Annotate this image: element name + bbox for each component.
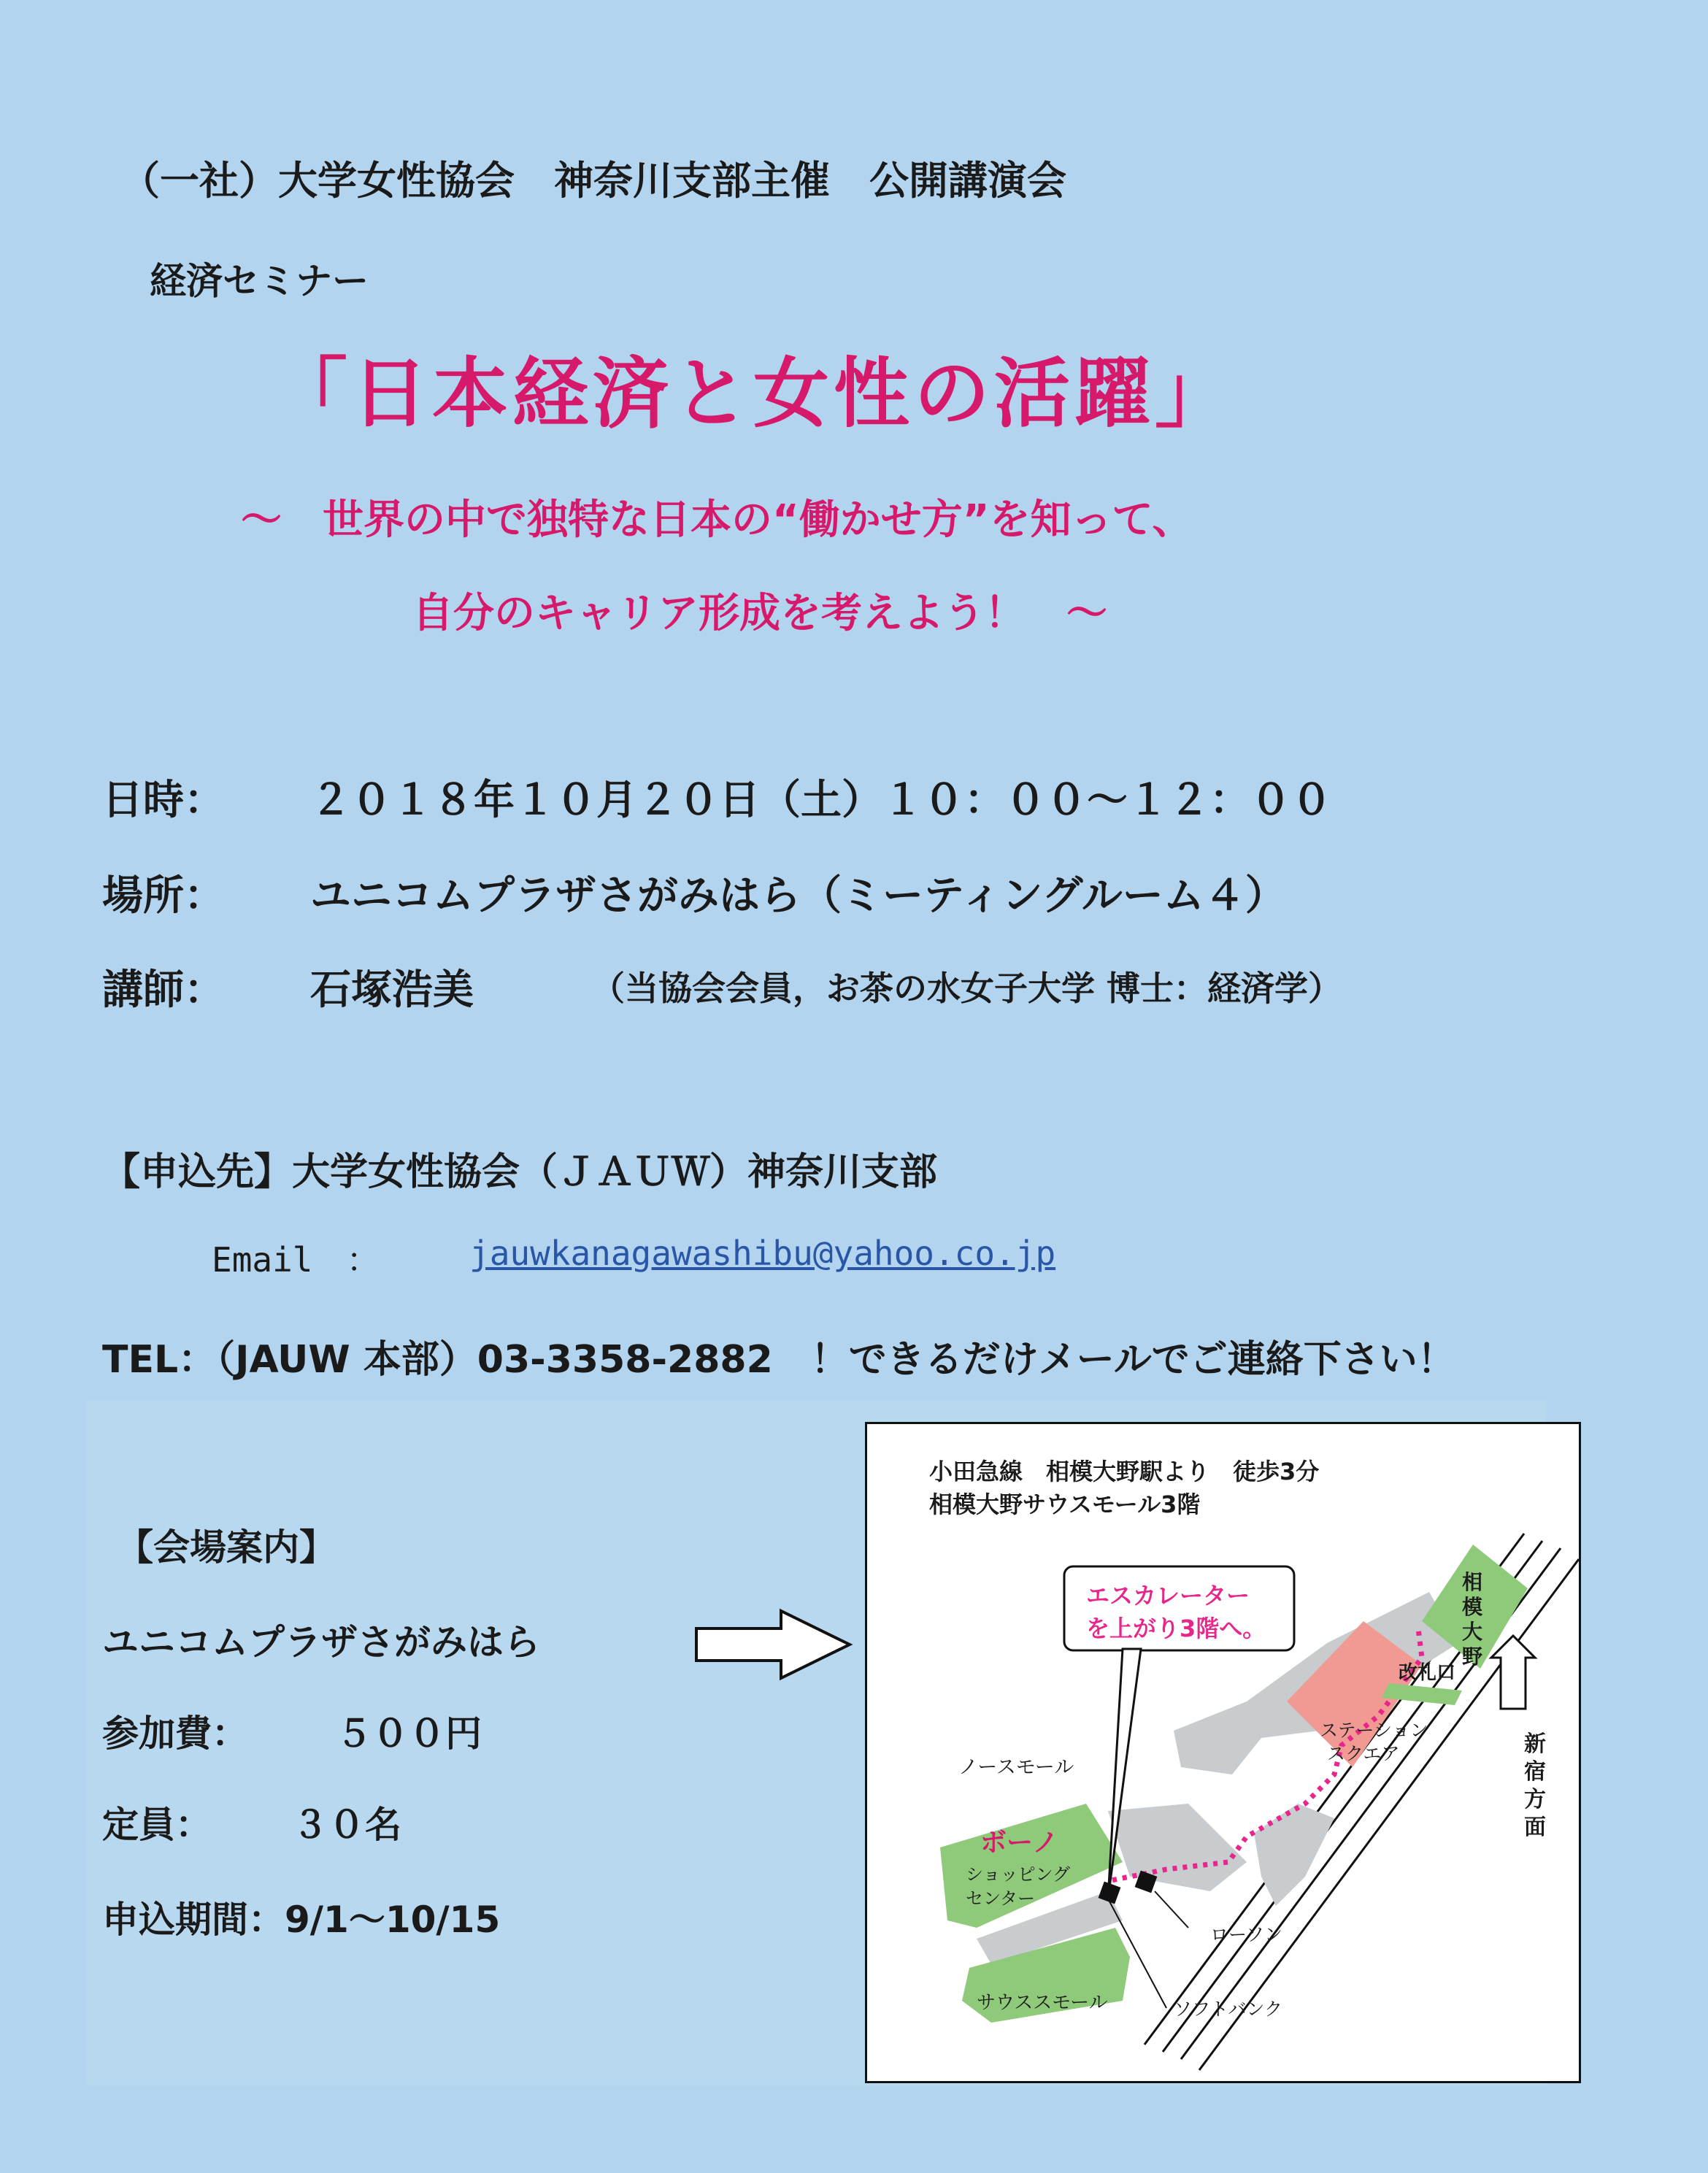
fee-value: ５００円 (336, 1712, 482, 1755)
lecturer-label: 講師： (102, 966, 225, 1014)
bono-label: ボーノ (980, 1828, 1059, 1858)
venue-heading: 【会場案内】 (117, 1526, 336, 1569)
lecturer-name: 石塚浩美 (310, 966, 474, 1014)
datetime-label: 日時： (102, 777, 225, 824)
ticket-gate-label: 改札口 (1399, 1662, 1456, 1684)
shopping-label-1: ショッピング (966, 1864, 1071, 1885)
tel-line: TEL：（JAUW 本部）03-3358-2882 ！できるだけメールでご連絡下さい！ (102, 1338, 1455, 1382)
access-line-1: 小田急線 相模大野駅より 徒歩3分 (929, 1458, 1320, 1485)
station-square-label-2: スクエア (1327, 1743, 1400, 1764)
email-link[interactable]: jauwkanagawashibu@yahoo.co.jp (469, 1234, 1056, 1273)
email-label: Email ： (212, 1240, 380, 1280)
subtitle-line-1: ～ 世界の中で独特な日本の“働かせ方”を知って、 (241, 496, 1193, 544)
access-line-2: 相模大野サウスモール3階 (929, 1491, 1201, 1518)
up-arrow-icon (1491, 1636, 1535, 1709)
series-label: 経済セミナー (150, 260, 369, 302)
venue-map (865, 1422, 1581, 2083)
fee-label: 参加費： (102, 1712, 248, 1755)
organizer-line: （一社）大学女性協会 神奈川支部主催 公開講演会 (120, 158, 1066, 204)
capacity-label: 定員： (102, 1804, 212, 1846)
north-mall-label: ノースモール (958, 1756, 1074, 1779)
apply-heading: 【申込先】大学女性協会（ＪＡＵＷ）神奈川支部 (102, 1150, 938, 1194)
callout-line-2: を上がり3階へ。 (1086, 1615, 1266, 1642)
main-title: 「日本経済と女性の活躍」 (272, 349, 1236, 438)
application-period: 申込期間：9/1～10/15 (102, 1899, 501, 1941)
lawson-label: ローソン (1210, 1924, 1283, 1945)
right-arrow-icon (693, 1608, 854, 1681)
venue-name: ユニコムプラザさがみはら (102, 1621, 540, 1664)
station-name-label: 相模大野 (1462, 1570, 1483, 1669)
direction-label: 新宿方面 (1524, 1731, 1546, 1840)
south-mall-label: サウススモール (977, 1992, 1108, 2014)
softbank-label: ソフトバンク (1174, 1999, 1283, 2020)
subtitle-line-2: 自分のキャリア形成を考えよう！ ～ (412, 590, 1107, 637)
shopping-label-2: センター (966, 1888, 1036, 1909)
place-label: 場所： (102, 872, 225, 920)
datetime-value: ２０１８年１０月２０日（土）１０：００～１２：００ (310, 777, 1332, 824)
callout-line-1: エスカレーター (1086, 1582, 1250, 1609)
capacity-value: ３０名 (292, 1804, 401, 1846)
place-value: ユニコムプラザさがみはら（ミーティングルーム４） (310, 872, 1286, 920)
station-square-label-1: ステーション (1320, 1720, 1428, 1741)
lecturer-note: （当協会会員，お茶の水女子大学 博士：経済学） (591, 969, 1342, 1008)
